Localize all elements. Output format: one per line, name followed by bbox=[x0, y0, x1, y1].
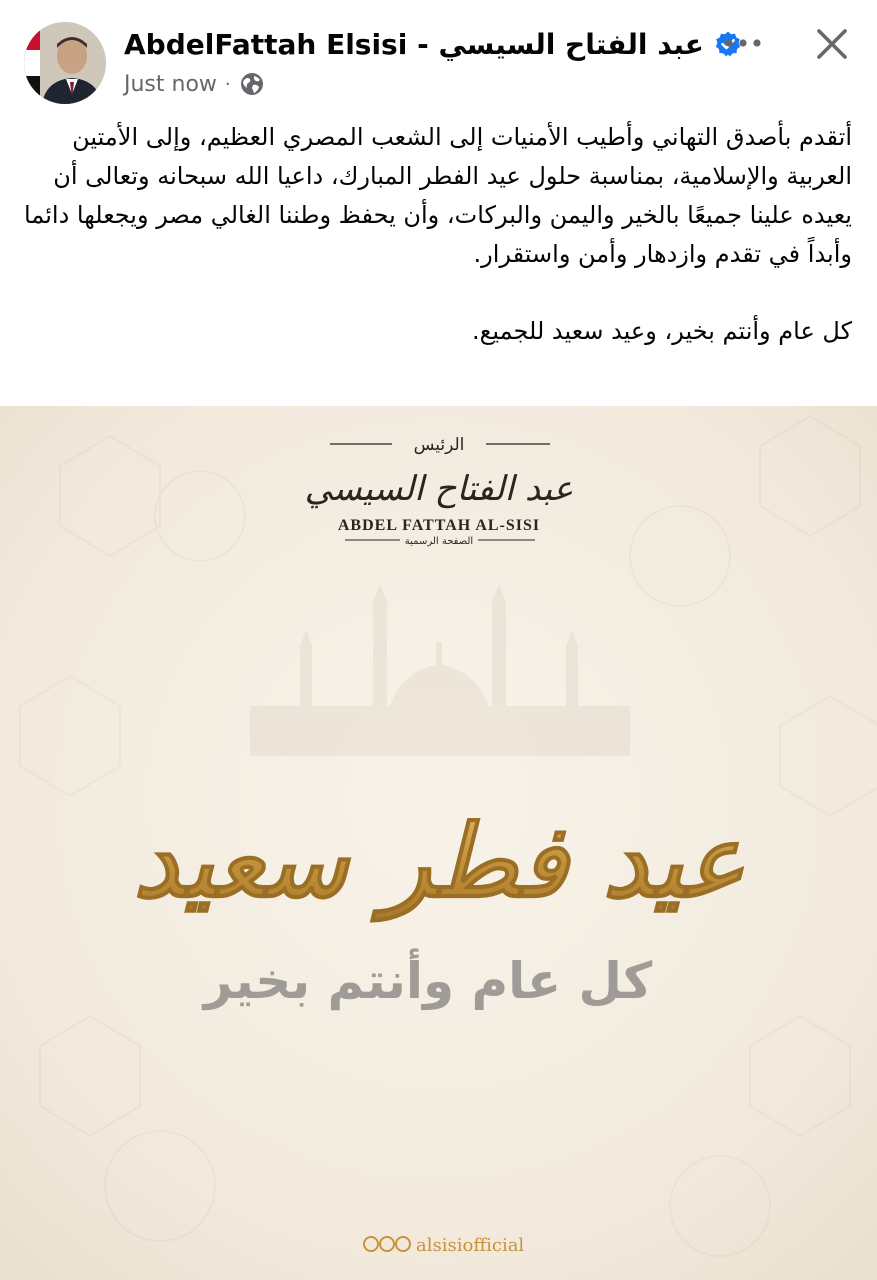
more-horizontal-icon bbox=[723, 37, 763, 49]
author-avatar[interactable] bbox=[24, 22, 106, 104]
eid-greeting-card bbox=[0, 406, 877, 1280]
post-image[interactable] bbox=[0, 406, 877, 1280]
more-options-button[interactable] bbox=[718, 26, 768, 60]
post-timestamp[interactable]: Just now bbox=[124, 71, 217, 97]
post-message bbox=[24, 118, 852, 351]
close-button[interactable] bbox=[808, 20, 856, 68]
greeting-text: عيد فطر سعيد bbox=[133, 802, 745, 920]
meta-separator: · bbox=[224, 73, 231, 95]
logo-name-ar: عبد الفتاح السيسي bbox=[304, 469, 574, 509]
handle-text: alsisiofficial bbox=[416, 1235, 525, 1256]
avatar-image bbox=[24, 22, 106, 104]
author-name[interactable]: AbdelFattah Elsisi - عبد الفتاح السيسي bbox=[124, 27, 704, 61]
post-header bbox=[0, 0, 877, 110]
globe-icon[interactable] bbox=[239, 71, 265, 97]
subgreeting-text: كل عام وأنتم بخير bbox=[203, 952, 653, 1010]
author-name-row bbox=[124, 24, 742, 64]
post-paragraph-2: كل عام وأنتم بخير، وعيد سعيد للجميع. bbox=[472, 317, 852, 345]
post-paragraph-1: أتقدم بأصدق التهاني وأطيب الأمنيات إلى الشعب المصري العظيم، وإلى الأمتين العربية والإسلامية، بمناسبة حلول عيد الفطر المبارك، داعيا الله سبحانه وتعالى أن يعيده علينا جميعًا بالخير واليمن والبركات، وأن يحفظ وطننا الغالي مصر ويجعلها دائما وأبداً في تقدم وازدهار وأمن واستقرار. bbox=[24, 123, 852, 268]
greeting-calligraphy bbox=[133, 802, 745, 922]
post-meta bbox=[124, 66, 265, 102]
close-icon bbox=[815, 27, 849, 61]
logo-name-en: ABDEL FATTAH AL-SISI bbox=[337, 517, 541, 534]
logo-title: الرئيس bbox=[413, 435, 465, 455]
logo-subtitle: الصفحة الرسمية bbox=[404, 536, 474, 547]
